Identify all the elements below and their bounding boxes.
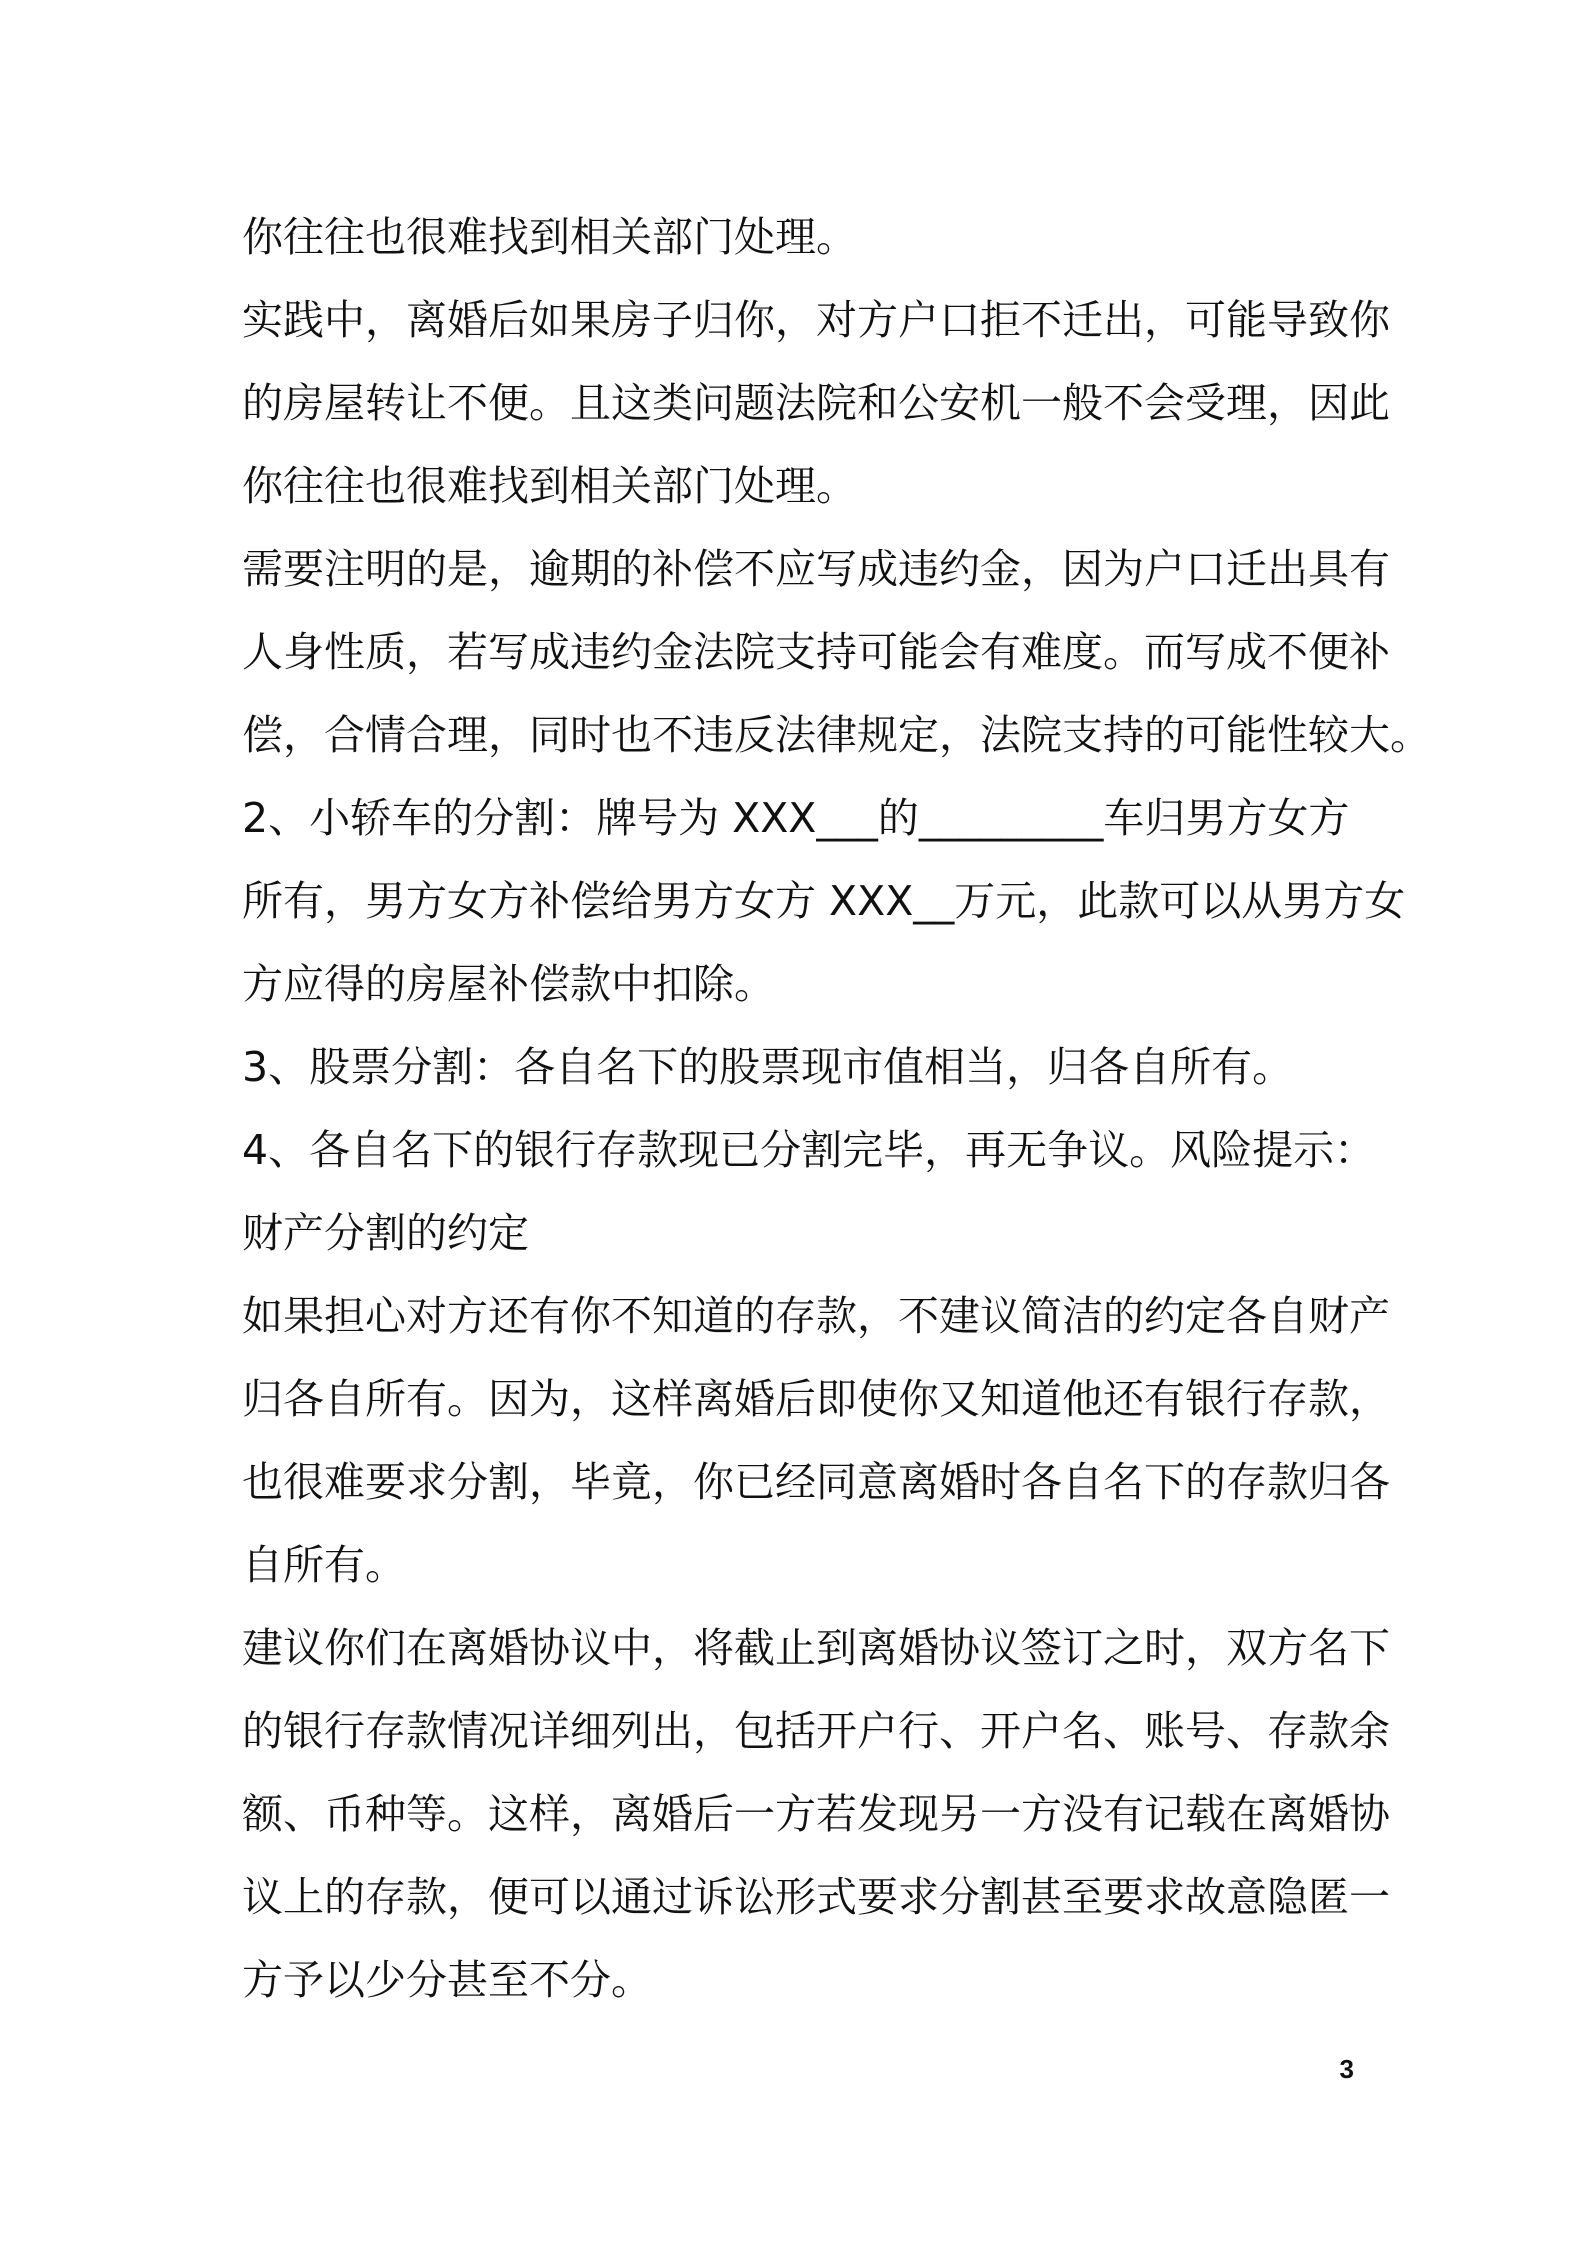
text-line: 财产分割的约定: [242, 1209, 529, 1257]
text-line: 实践中，离婚后如果房子归你，对方户口拒不迁出，可能导致你: [242, 296, 1390, 344]
text-line: 需要注明的是，逾期的补偿不应写成违约金，因为户口迁出具有: [242, 545, 1390, 593]
text-line: 3、股票分割：各自名下的股票现市值相当，归各自所有。: [242, 1043, 1294, 1091]
text-line: 你往往也很难找到相关部门处理。: [242, 213, 857, 261]
text-line: 议上的存款，便可以通过诉讼形式要求分割甚至要求故意隐匿一: [242, 1873, 1390, 1921]
text-line: 归各自所有。因为，这样离婚后即使你又知道他还有银行存款，: [242, 1375, 1390, 1423]
body-text: [242, 196, 1431, 2022]
text-line: 偿，合情合理，同时也不违反法律规定，法院支持的可能性较大。: [242, 711, 1431, 759]
page-number: 3: [1339, 2054, 1354, 2084]
text-line: 人身性质，若写成违约金法院支持可能会有难度。而写成不便补: [242, 628, 1390, 676]
text-line: 方予以少分甚至不分。: [242, 1956, 652, 2004]
text-line: 4、各自名下的银行存款现已分割完毕，再无争议。风险提示：: [242, 1126, 1376, 1174]
text-line: 你往往也很难找到相关部门处理。: [242, 462, 857, 510]
text-line: 如果担心对方还有你不知道的存款，不建议简洁的约定各自财产: [242, 1292, 1390, 1340]
text-line: 也很难要求分割，毕竟，你已经同意离婚时各自名下的存款归各: [242, 1458, 1390, 1506]
text-line: 建议你们在离婚协议中，将截止到离婚协议签订之时，双方名下: [242, 1624, 1390, 1672]
text-line: 自所有。: [242, 1541, 406, 1589]
text-line: 方应得的房屋补偿款中扣除。: [242, 960, 775, 1008]
text-line: 的银行存款情况详细列出，包括开户行、开户名、账号、存款余: [242, 1707, 1390, 1755]
text-line: 的房屋转让不便。且这类问题法院和公安机一般不会受理，因此: [242, 379, 1390, 427]
text-line: 所有，男方女方补偿给男方女方 XXX__万元，此款可以从男方女: [242, 877, 1406, 925]
text-line: 2、小轿车的分割：牌号为 XXX___的_________车归男方女方: [242, 794, 1350, 842]
text-line: 额、币种等。这样，离婚后一方若发现另一方没有记载在离婚协: [242, 1790, 1390, 1838]
